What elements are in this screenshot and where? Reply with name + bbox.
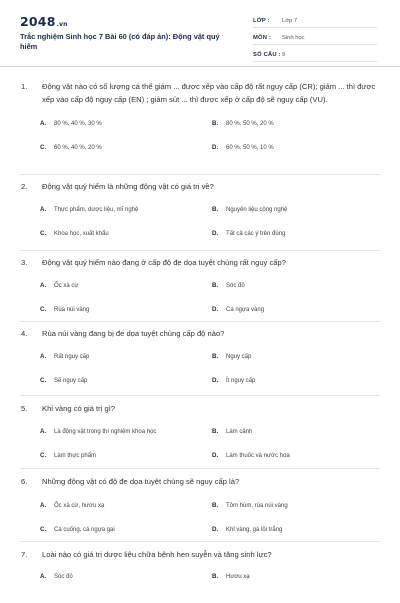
option-c[interactable] <box>40 452 96 459</box>
option-text: Thực phẩm, dược liệu, mĩ nghệ <box>54 207 139 213</box>
option-letter: C. <box>40 306 47 313</box>
question-1 <box>0 80 400 166</box>
option-letter: D. <box>212 377 219 384</box>
question-2 <box>0 180 400 252</box>
option-text: Tất cả các ý trên đúng <box>226 231 286 237</box>
option-text: Rùa núi vàng <box>54 307 90 313</box>
divider <box>20 174 380 175</box>
option-letter: A. <box>40 206 47 213</box>
question-3 <box>0 256 400 328</box>
option-text: Cà cuống, cá ngựa gai <box>54 527 115 533</box>
option-a[interactable] <box>40 206 138 213</box>
option-c[interactable] <box>40 526 115 533</box>
option-b[interactable] <box>212 573 250 580</box>
logo-suffix: .vn <box>56 21 68 28</box>
option-text: Sóc đỏ <box>54 574 73 580</box>
option-a[interactable] <box>40 502 104 509</box>
question-text: Rùa núi vàng đang bị đe dọa tuyệt chủng cấp độ nào? <box>42 329 225 338</box>
meta-row-subject <box>253 31 377 45</box>
option-letter: A. <box>40 428 47 435</box>
option-b[interactable] <box>212 502 288 509</box>
option-text: Nguyên liệu công nghệ <box>226 207 288 213</box>
option-letter: B. <box>212 573 219 580</box>
option-letter: D. <box>212 230 219 237</box>
option-text: Là động vật trong thí nghiệm khoa học <box>54 429 157 435</box>
option-text: Ít nguy cấp <box>226 378 256 384</box>
option-letter: A. <box>40 353 47 360</box>
option-text: Ốc xà cừ <box>54 283 79 289</box>
question-number: 4. <box>21 329 28 338</box>
divider <box>20 250 380 251</box>
option-letter: C. <box>40 452 47 459</box>
option-letter: A. <box>40 502 47 509</box>
option-text: Làm cảnh <box>226 429 253 435</box>
option-text: Tôm hùm, rùa núi vàng <box>226 503 288 509</box>
divider <box>20 468 380 469</box>
option-c[interactable] <box>40 230 109 237</box>
option-letter: C. <box>40 230 47 237</box>
option-letter: B. <box>212 353 219 360</box>
option-d[interactable] <box>212 526 282 533</box>
meta-key: SỐ CÂU : <box>253 51 281 58</box>
option-b[interactable] <box>212 120 274 127</box>
option-text: Khỉ vàng, gà lôi trắng <box>226 527 283 533</box>
option-text: Hươu xạ <box>226 574 250 580</box>
meta-value: Sinh học <box>282 34 305 41</box>
question-6 <box>0 475 400 548</box>
option-c[interactable] <box>40 144 102 151</box>
option-b[interactable] <box>212 206 287 213</box>
question-text: Những động vật có độ đe dọa tuyệt chủng sẽ nguy cấp là? <box>42 477 240 486</box>
option-letter: B. <box>212 206 219 213</box>
question-number: 2. <box>21 182 28 191</box>
question-text: Khỉ vàng có giá trị gì? <box>42 404 116 413</box>
question-7 <box>0 548 400 603</box>
option-d[interactable] <box>212 230 285 237</box>
option-letter: A. <box>40 282 47 289</box>
option-letter: B. <box>212 120 219 127</box>
question-4 <box>0 327 400 399</box>
option-text: Sẽ nguy cấp <box>54 378 88 384</box>
option-letter: D. <box>212 306 219 313</box>
divider <box>20 395 380 396</box>
question-number: 6. <box>21 477 28 486</box>
option-text: Khoa học, xuất khẩu <box>54 231 109 237</box>
option-c[interactable] <box>40 377 87 384</box>
option-letter: B. <box>212 502 219 509</box>
meta-key: MÔN : <box>253 34 272 41</box>
option-text: Nguy cấp <box>226 354 252 360</box>
meta-key: LỚP : <box>253 17 270 24</box>
options <box>0 353 400 399</box>
option-letter: A. <box>40 120 47 127</box>
option-text: Ốc xà cừ, hươu xạ <box>54 503 105 509</box>
question-text: Động vật quý hiếm nào đang ở cấp độ đe dọa tuyệt chủng rất nguy cấp? <box>42 258 286 267</box>
meta-row-count <box>253 48 377 62</box>
option-a[interactable] <box>40 428 156 435</box>
option-d[interactable] <box>212 144 274 151</box>
option-d[interactable] <box>212 377 255 384</box>
option-letter: D. <box>212 144 219 151</box>
option-text: Rất nguy cấp <box>54 354 90 360</box>
option-b[interactable] <box>212 428 252 435</box>
question-text: Động vật quý hiếm là những động vật có giá trị về? <box>42 182 214 191</box>
option-text: 80 %, 50 %, 20 % <box>226 121 274 127</box>
question-text: Động vật nào có số lượng cá thể giảm ... được xếp vào cấp độ rất nguy cấp (CR); giảm ... thì được xếp vào cấp độ nguy cấp (EN) ; giảm sút ... thì được xếp ở cấp độ sẽ nguy cấp (VU). <box>42 82 376 104</box>
option-letter: C. <box>40 144 47 151</box>
divider <box>20 321 380 322</box>
meta-value: 9 <box>282 51 286 58</box>
option-letter: B. <box>212 428 219 435</box>
question-number: 5. <box>21 404 28 413</box>
option-d[interactable] <box>212 306 264 313</box>
meta-row-class <box>253 14 377 28</box>
option-a[interactable] <box>40 573 73 580</box>
option-a[interactable] <box>40 282 78 289</box>
site-logo[interactable] <box>20 14 68 29</box>
meta-info <box>253 14 377 65</box>
option-letter: A. <box>40 573 47 580</box>
option-letter: D. <box>212 452 219 459</box>
option-letter: D. <box>212 526 219 533</box>
option-letter: C. <box>40 526 47 533</box>
option-text: 60 %, 40 %, 20 % <box>54 145 102 151</box>
option-text: Làm thực phẩm <box>54 453 97 459</box>
page-header <box>0 0 400 67</box>
option-text: Sóc đỏ <box>226 283 245 289</box>
question-number: 3. <box>21 258 28 267</box>
option-b[interactable] <box>212 353 251 360</box>
option-c[interactable] <box>40 306 89 313</box>
logo-main: 2048 <box>20 14 56 29</box>
option-text: 80 %, 40 %, 30 % <box>54 121 102 127</box>
question-5 <box>0 402 400 474</box>
question-number: 1. <box>21 82 28 91</box>
question-text: Loài nào có giá trị dược liệu chữa bệnh hen suyễn và tăng sinh lực? <box>42 550 272 559</box>
option-a[interactable] <box>40 353 89 360</box>
option-b[interactable] <box>212 282 245 289</box>
option-text: 60 %, 50 %, 10 % <box>226 145 274 151</box>
question-number: 7. <box>21 550 28 559</box>
option-text: Cá ngựa vàng <box>226 307 265 313</box>
option-letter: C. <box>40 377 47 384</box>
option-a[interactable] <box>40 120 102 127</box>
divider <box>20 541 380 542</box>
option-d[interactable] <box>212 452 290 459</box>
meta-value: Lớp 7 <box>282 17 298 24</box>
options <box>0 120 400 166</box>
option-text: Làm thuốc và nước hoa <box>226 453 290 459</box>
option-letter: B. <box>212 282 219 289</box>
page-title: Trắc nghiệm Sinh học 7 Bài 60 (có đáp án): Động vật quý hiếm <box>20 32 220 51</box>
options <box>0 206 400 252</box>
options <box>0 573 400 603</box>
